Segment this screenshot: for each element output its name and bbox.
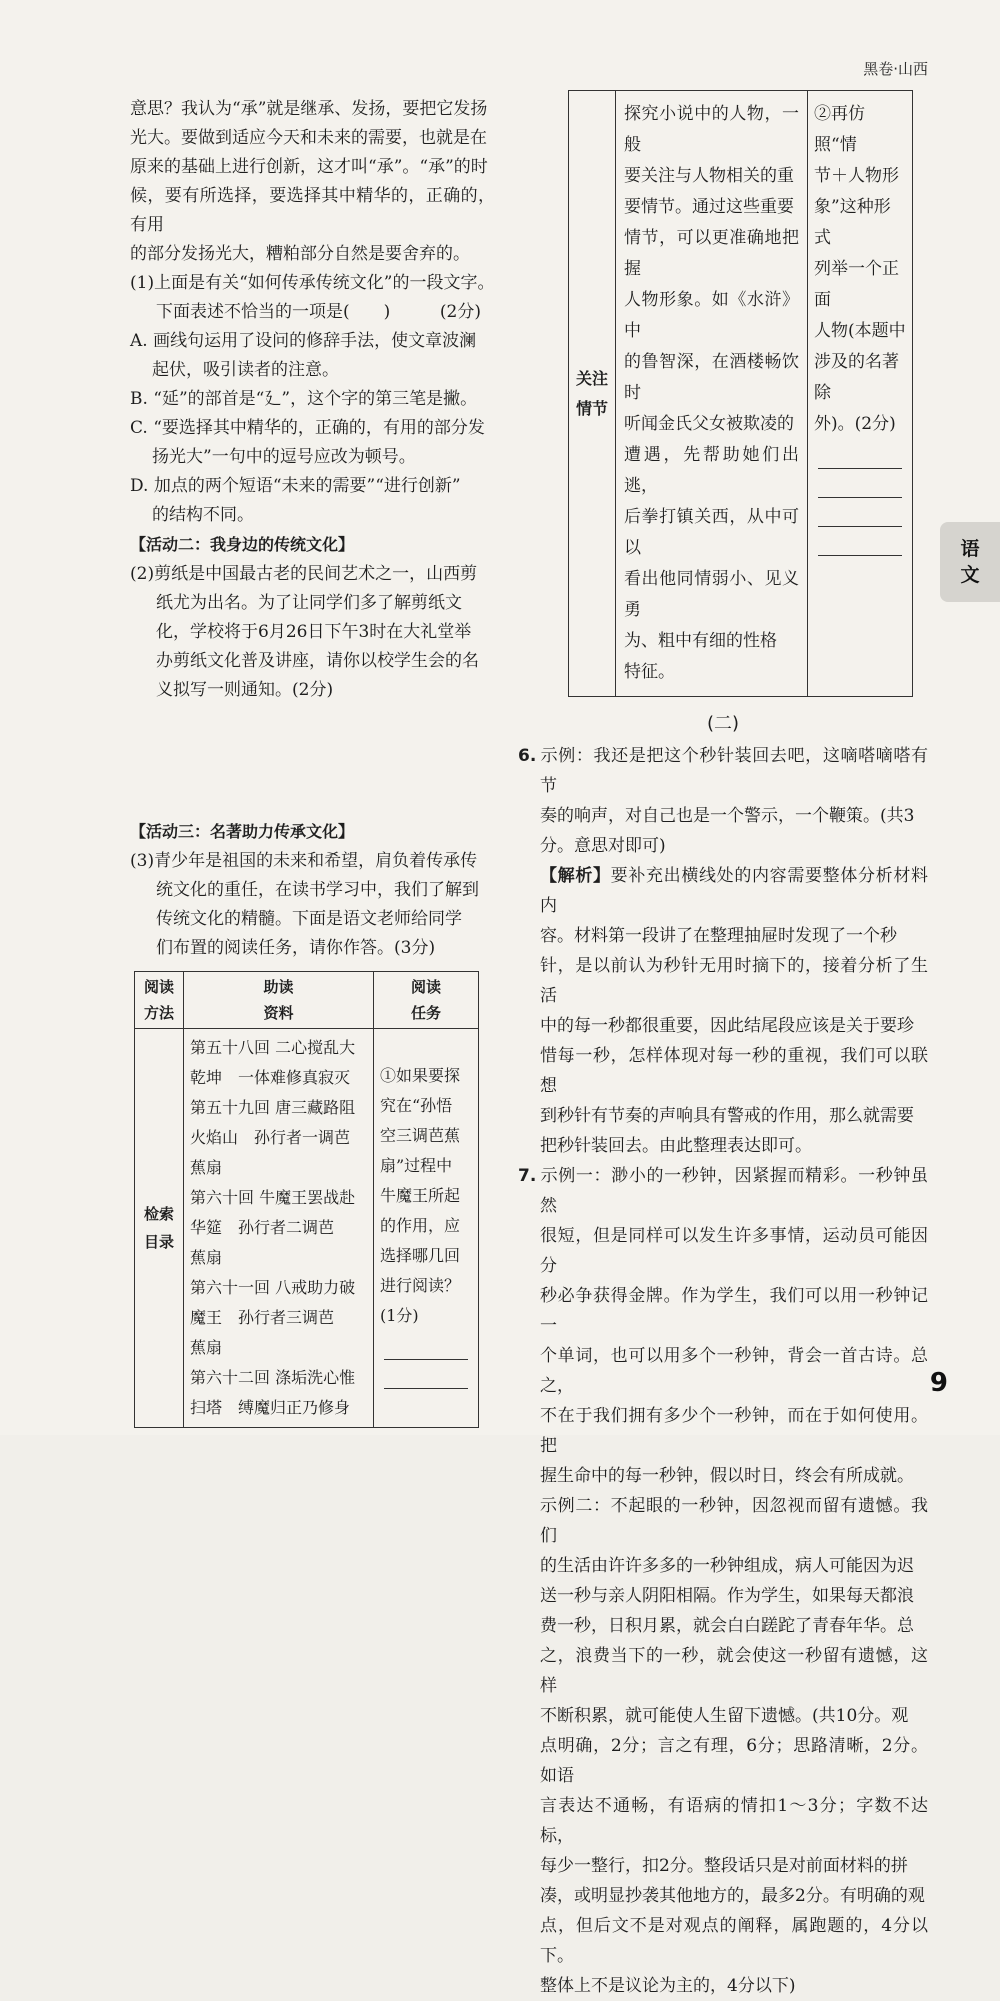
intro-line: 光大。要做到适应今天和未来的需要，也就是在 — [130, 128, 487, 148]
header-reading-task: 阅读 任务 — [374, 972, 479, 1029]
analysis-line: 针，是以前认为秒针无用时摘下的，接着分析了生活 — [540, 956, 928, 1006]
row-label-search-catalog: 检索 目录 — [135, 1029, 184, 1428]
catalog-line: 华筵 孙行者二调芭 — [190, 1218, 335, 1237]
answer-line: 很短，但是同样可以发生许多事情，运动员可能因分 — [540, 1226, 928, 1276]
subject-tab — [940, 522, 1000, 602]
q2-answer-space[interactable] — [130, 705, 495, 817]
table-header-row — [135, 972, 479, 1029]
method-line: 听闻金氏父女被欺凌的 — [624, 414, 794, 434]
header-reading-material: 助读 资料 — [184, 972, 374, 1029]
method-line: 看出他同情弱小、见义勇 — [624, 569, 799, 620]
task-line: 象”这种形式 — [814, 197, 891, 248]
q1-stem-line: (1)上面是有关“如何传承传统文化”的一段文字。 — [130, 273, 495, 293]
plot-focus-table — [568, 90, 913, 697]
answer-line: 的生活由许许多多的一秒钟组成，病人可能因为迟 — [540, 1556, 914, 1576]
answer-line: 不在于我们拥有多少个一秒钟，而在于如何使用。把 — [540, 1406, 928, 1456]
answer-line: 每少一整行，扣2分。整段话只是对前面材料的拼 — [540, 1856, 908, 1876]
answer-blank[interactable] — [384, 1360, 468, 1389]
answer-blank[interactable] — [818, 527, 902, 556]
q3-line: 传统文化的精髓。下面是语文老师给同学 — [156, 909, 462, 929]
catalog-cell — [184, 1029, 374, 1428]
answer-blank[interactable] — [818, 440, 902, 469]
catalog-line: 第六十二回 涤垢洗心惟 — [190, 1368, 356, 1387]
task-cell — [374, 1029, 479, 1428]
intro-line: 原来的基础上进行创新，这才叫“承”。“承”的时 — [130, 157, 488, 177]
option-c-line1: C. “要选择其中精华的，正确的，有用的部分发 — [130, 418, 485, 438]
task-line: ②再仿照“情 — [814, 104, 865, 155]
page-header: 黑卷·山西 — [863, 60, 928, 78]
option-b-line1: B. “延”的部首是“廴”，这个字的第三笔是撇。 — [130, 389, 478, 409]
task-line: (1分) — [380, 1306, 419, 1325]
answer-line: 整体上不是议论为主的，4分以下) — [540, 1976, 796, 1996]
method-cell — [616, 91, 808, 697]
answer-line: 秒必争获得金牌。作为学生，我们可以用一秒钟记一 — [540, 1286, 928, 1336]
q2-line: 办剪纸文化普及讲座，请你以校学生会的名 — [156, 651, 479, 671]
left-column — [130, 95, 495, 1428]
answer-line: 送一秒与亲人阴阳相隔。作为学生，如果每天都浪 — [540, 1586, 914, 1606]
question-1 — [130, 269, 495, 327]
page-number: 9 — [929, 1368, 948, 1398]
q2-line: (2)剪纸是中国最古老的民间艺术之一，山西剪 — [130, 564, 478, 584]
task-line: 涉及的名著除 — [814, 352, 899, 403]
catalog-line: 蕉扇 — [190, 1248, 223, 1267]
task-line: 究在“孙悟 — [380, 1096, 453, 1115]
method-line: 情节，可以更准确地把握 — [624, 228, 799, 279]
answer-line: 握生命中的每一秒钟，假以时日，终会有所成就。 — [540, 1466, 914, 1486]
q3-line: (3)青少年是祖国的未来和希望，肩负着传承传 — [130, 851, 478, 871]
subject-tab-char: 文 — [960, 564, 980, 586]
table-row — [135, 1029, 479, 1428]
analysis-label: 【解析】 — [540, 866, 611, 886]
task-cell — [808, 91, 913, 697]
answer-line: 奏的响声，对自己也是一个警示，一个鞭策。(共3 — [540, 806, 915, 826]
answer-line: 凑，或明显抄袭其他地方的，最多2分。有明确的观 — [540, 1886, 925, 1906]
answer-7-number: 7. — [518, 1166, 537, 1186]
catalog-line: 乾坤 一体难修真寂灭 — [190, 1068, 351, 1087]
answer-line: 不断积累，就可能使人生留下遗憾。(共10分。观 — [540, 1706, 909, 1726]
method-line: 要关注与人物相关的重 — [624, 166, 794, 186]
catalog-line: 第六十回 牛魔王罢战赴 — [190, 1188, 356, 1207]
option-d-line1: D. 加点的两个短语“未来的需要”“进行创新” — [130, 476, 461, 496]
intro-paragraph — [130, 95, 495, 269]
header-reading-method: 阅读 方法 — [135, 972, 184, 1029]
method-line: 要情节。通过这些重要 — [624, 197, 794, 217]
q2-line: 义拟写一则通知。(2分) — [156, 680, 334, 700]
answer-blank[interactable] — [818, 469, 902, 498]
row-label-plot-focus: 关注 情节 — [569, 91, 616, 697]
method-line: 人物形象。如《水浒》中 — [624, 290, 799, 341]
q1-score: (2分) — [439, 302, 481, 322]
catalog-line: 蕉扇 — [190, 1338, 223, 1357]
question-3 — [130, 847, 495, 963]
task-line: 人物(本题中 — [814, 321, 906, 341]
q1-options — [130, 327, 495, 530]
answer-line: 点，但后文不是对观点的阐释，属跑题的，4分以下。 — [540, 1916, 928, 1966]
method-line: 遭遇，先帮助她们出逃， — [624, 445, 799, 496]
answer-line: 点明确，2分；言之有理，6分；思路清晰，2分。如语 — [540, 1736, 928, 1786]
task-line: 牛魔王所起 — [380, 1186, 461, 1205]
question-2 — [130, 560, 495, 705]
analysis-line: 容。材料第一段讲了在整理抽屉时发现了一个秒 — [540, 926, 897, 946]
analysis-line: 到秒针有节奏的声响具有警戒的作用，那么就需要 — [540, 1106, 914, 1126]
answer-blank[interactable] — [384, 1331, 468, 1360]
catalog-line: 魔王 孙行者三调芭 — [190, 1308, 335, 1327]
method-line: 的鲁智深，在酒楼畅饮时 — [624, 352, 799, 403]
q2-line: 化，学校将于6月26日下午3时在大礼堂举 — [156, 622, 472, 642]
catalog-line: 扫塔 缚魔归正乃修身 — [190, 1398, 351, 1417]
q2-line: 纸尤为出名。为了让同学们多了解剪纸文 — [156, 593, 462, 613]
answer-line: 费一秒，日积月累，就会白白蹉跎了青春年华。总 — [540, 1616, 914, 1636]
task-line: 的作用，应 — [380, 1216, 461, 1235]
intro-line: 意思？我认为“承”就是继承、发扬，要把它发扬 — [130, 99, 488, 119]
analysis-line: 把秒针装回去。由此整理表达即可。 — [540, 1136, 812, 1156]
answer-line: 示例：我还是把这个秒针装回去吧，这嘀嗒嘀嗒有节 — [540, 746, 928, 796]
answer-line: 示例一：渺小的一秒钟，因紧握而精彩。一秒钟虽然 — [540, 1166, 928, 1216]
method-line: 探究小说中的人物，一般 — [624, 104, 799, 155]
answer-line: 言表达不通畅，有语病的情扣1～3分；字数不达标， — [540, 1796, 928, 1846]
q3-line: 统文化的重任，在读书学习中，我们了解到 — [156, 880, 479, 900]
q3-line: 们布置的阅读任务，请你作答。(3分) — [156, 938, 436, 958]
method-line: 后拳打镇关西，从中可以 — [624, 507, 799, 558]
method-line: 为、粗中有细的性格 — [624, 631, 777, 651]
option-a-line2: 起伏，吸引读者的注意。 — [152, 360, 339, 380]
option-c-line2: 扬光大”一句中的逗号应改为顿号。 — [152, 447, 416, 467]
subject-tab-char: 语 — [960, 538, 980, 560]
task-line: 选择哪几回 — [380, 1246, 461, 1265]
right-column — [518, 90, 928, 2001]
task-line: 外)。(2分) — [814, 414, 896, 434]
analysis-line: 惜每一秒，怎样体现对每一秒的重视，我们可以联想 — [540, 1046, 928, 1096]
catalog-line: 蕉扇 — [190, 1158, 223, 1177]
task-line: 进行阅读？ — [380, 1276, 461, 1295]
analysis-line: 要补充出横线处的内容需要整体分析材料内 — [540, 866, 929, 916]
answer-6-number: 6. — [518, 746, 537, 766]
answer-line: 分。意思对即可) — [540, 836, 666, 856]
catalog-line: 第五十八回 二心搅乱大 — [190, 1038, 356, 1057]
answer-6 — [518, 741, 928, 1161]
section-title: (二) — [706, 713, 740, 734]
option-a-line1: A. 画线句运用了设问的修辞手法，使文章波澜 — [130, 331, 477, 351]
table-row — [569, 91, 913, 697]
answer-line: 个单词，也可以用多个一秒钟，背会一首古诗。总之， — [540, 1346, 928, 1396]
answer-7 — [518, 1161, 928, 2001]
method-line: 特征。 — [624, 662, 675, 682]
intro-line: 的部分发扬光大，糟粕部分自然是要舍弃的。 — [130, 244, 470, 264]
answer-line: 示例二：不起眼的一秒钟，因忽视而留有遗憾。我们 — [540, 1496, 928, 1546]
reading-task-table — [134, 971, 479, 1428]
task-line: 空三调芭蕉 — [380, 1126, 461, 1145]
activity-3-heading: 【活动三：名著助力传承文化】 — [130, 822, 355, 841]
q1-stem-line: 下面表述不恰当的一项是( ) — [156, 302, 391, 322]
catalog-line: 第六十一回 八戒助力破 — [190, 1278, 356, 1297]
intro-line: 候，要有所选择，要选择其中精华的，正确的，有用 — [130, 186, 495, 235]
activity-2-heading: 【活动二：我身边的传统文化】 — [130, 535, 355, 554]
task-line: 扇”过程中 — [380, 1156, 453, 1175]
task-line: 列举一个正面 — [814, 259, 899, 310]
catalog-line: 第五十九回 唐三藏路阻 — [190, 1098, 356, 1117]
catalog-line: 火焰山 孙行者一调芭 — [190, 1128, 351, 1147]
answer-blank[interactable] — [818, 498, 902, 527]
task-line: ①如果要探 — [380, 1066, 461, 1085]
option-d-line2: 的结构不同。 — [152, 505, 254, 525]
answer-line: 之，浪费当下的一秒，就会使这一秒留有遗憾，这样 — [540, 1646, 928, 1696]
task-line: 节＋人物形 — [814, 166, 899, 186]
analysis-line: 中的每一秒都很重要，因此结尾段应该是关于要珍 — [540, 1016, 914, 1036]
